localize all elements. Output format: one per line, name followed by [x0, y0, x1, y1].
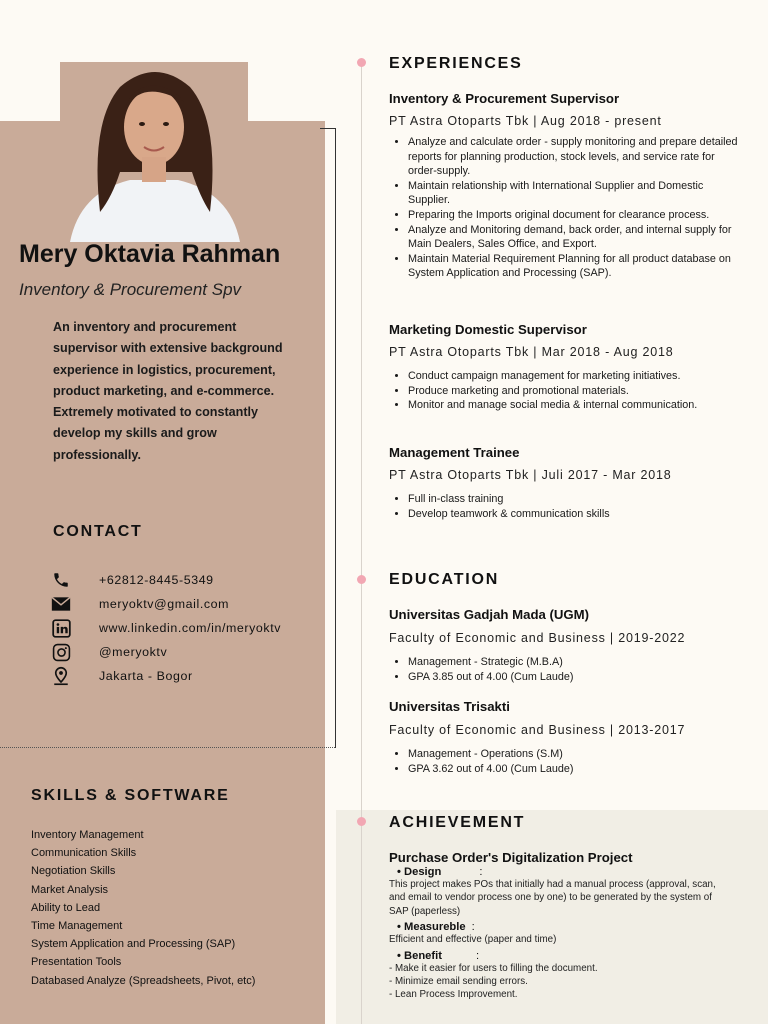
design-label: • Design :	[397, 866, 483, 878]
contact-linkedin	[50, 618, 282, 638]
contact-phone-text: +62812-8445-5349	[99, 573, 214, 587]
skills-heading: SKILLS & SOFTWARE	[31, 787, 230, 804]
mail-icon	[50, 595, 72, 613]
skill-item: System Application and Processing (SAP)	[31, 938, 236, 951]
skill-item: Communication Skills	[31, 847, 137, 860]
education-heading: EDUCATION	[389, 571, 500, 588]
list-item: • Maintain relationship with International Supplier and Domestic Supplier.	[408, 179, 743, 208]
job-entry	[389, 322, 749, 413]
job-entry	[389, 445, 749, 521]
skill-item: Ability to Lead	[31, 901, 101, 914]
timeline-line	[361, 62, 362, 1024]
job-title: Management Trainee	[389, 445, 520, 460]
job-bullets	[389, 492, 743, 521]
measure-text: Efficient and effective (paper and time)	[389, 934, 557, 946]
list-item: • Management - Operations (S.M)	[408, 747, 749, 762]
skill-item: Inventory Management	[31, 829, 144, 841]
skill-item: Databased Analyze (Spreadsheets, Pivot, etc)	[31, 974, 256, 987]
contact-heading: CONTACT	[53, 523, 143, 540]
contact-instagram-text[interactable]: @meryoktv	[99, 645, 168, 659]
person-role: Inventory & Procurement Spv	[19, 280, 242, 299]
skill-item: Market Analysis	[31, 883, 109, 896]
list-item: • GPA 3.85 out of 4.00 (Cum Laude)	[408, 670, 749, 685]
contact-phone	[50, 570, 214, 590]
job-company: PT Astra Otoparts Tbk | Juli 2017 - Mar 2018	[389, 468, 672, 482]
skill-item: Presentation Tools	[31, 956, 122, 969]
profile-photo	[60, 62, 248, 242]
list-item: • Preparing the Imports original document for clearance process.	[408, 208, 743, 223]
education-entry	[389, 607, 749, 684]
timeline-dot	[357, 575, 366, 584]
school-bullets	[389, 747, 749, 776]
education-entry	[389, 699, 749, 776]
job-title: Inventory & Procurement Supervisor	[389, 91, 620, 106]
experiences-heading: EXPERIENCES	[389, 55, 523, 72]
list-item: • Monitor and manage social media & internal communication.	[408, 398, 743, 413]
achievement-entry	[389, 850, 734, 1002]
location-icon	[50, 667, 72, 685]
contact-instagram	[50, 642, 168, 662]
contact-linkedin-text[interactable]: www.linkedin.com/in/meryoktv	[99, 621, 282, 635]
benefit-line: - Make it easier for users to filling the document.	[389, 962, 598, 974]
benefit-line: - Minimize email sending errors.	[389, 976, 528, 988]
contact-location-text: Jakarta - Bogor	[99, 669, 193, 683]
achievement-heading: ACHIEVEMENT	[389, 814, 526, 831]
list-item: • Produce marketing and promotional materials.	[408, 384, 743, 399]
divider	[0, 747, 335, 748]
school-name: Universitas Gadjah Mada (UGM)	[389, 607, 590, 622]
school-bullets	[389, 655, 749, 684]
skill-item: Negotiation Skills	[31, 865, 116, 878]
skill-item: Time Management	[31, 920, 123, 933]
list-item: • Conduct campaign management for marketing initiatives.	[408, 369, 743, 384]
school-faculty: Faculty of Economic and Business | 2013-2017	[389, 723, 686, 737]
measure-label: • Measureble :	[397, 921, 475, 934]
linkedin-icon	[50, 619, 72, 637]
contact-location	[50, 666, 193, 686]
instagram-icon	[50, 643, 72, 661]
job-title: Marketing Domestic Supervisor	[389, 322, 587, 337]
panel-border	[320, 128, 335, 129]
job-bullets	[389, 369, 743, 413]
benefit-label: • Benefit :	[397, 949, 480, 962]
phone-icon	[50, 571, 72, 589]
contact-email	[50, 594, 230, 614]
school-name: Universitas Trisakti	[389, 699, 510, 714]
timeline-dot	[357, 58, 366, 67]
list-item: • Analyze and Monitoring demand, back order, and internal supply for Main Dealers, Sales Office, and Export.	[408, 223, 743, 252]
list-item: • Management - Strategic (M.B.A)	[408, 655, 749, 670]
design-text: This project makes POs that initially had a manual process (approval, scan, and email to vendor process one by one) to be generated by the system of SAP (paperless)	[389, 879, 716, 917]
profile-summary: An inventory and procurement supervisor with extensive background experience in logistics, procurement, product marketing, and e-commerce. Extremely motivated to constantly develop my skills and grow professionally.	[53, 320, 283, 462]
list-item: • Analyze and calculate order - supply monitoring and prepare detailed reports for planning production, stock levels, and service rate for order-supply.	[408, 135, 743, 179]
skills-list	[31, 826, 255, 990]
contact-email-text[interactable]: meryoktv@gmail.com	[99, 597, 230, 611]
job-company: PT Astra Otoparts Tbk | Mar 2018 - Aug 2018	[389, 345, 674, 359]
timeline-dot	[357, 817, 366, 826]
job-bullets	[389, 135, 743, 281]
list-item: • Full in-class training	[408, 492, 743, 507]
job-company: PT Astra Otoparts Tbk | Aug 2018 - present	[389, 114, 662, 128]
school-faculty: Faculty of Economic and Business | 2019-2022	[389, 631, 686, 645]
list-item: • Maintain Material Requirement Planning for all product database on System Application and Processing (SAP).	[408, 252, 743, 281]
list-item: • Develop teamwork & communication skills	[408, 507, 743, 522]
job-entry	[389, 91, 749, 281]
project-title: Purchase Order's Digitalization Project	[389, 850, 633, 865]
benefit-line: - Lean Process Improvement.	[389, 989, 518, 1001]
list-item: • GPA 3.62 out of 4.00 (Cum Laude)	[408, 762, 749, 777]
person-name: Mery Oktavia Rahman	[19, 240, 281, 268]
panel-border	[335, 128, 336, 748]
